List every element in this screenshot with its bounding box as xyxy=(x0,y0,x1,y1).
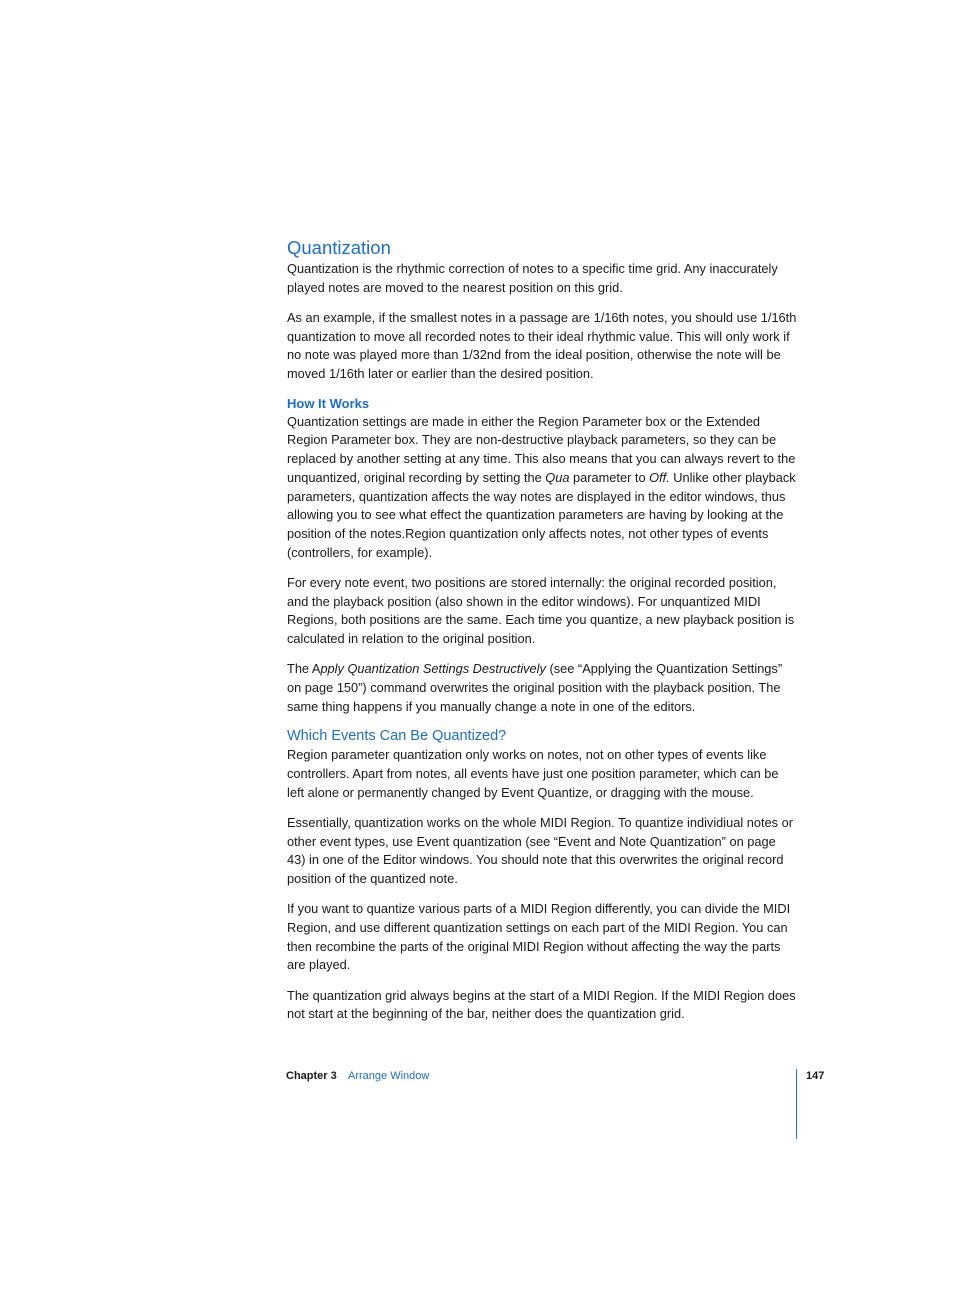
which-events-paragraph-3: If you want to quantize various parts of a MIDI Region differently, you can divide the MIDI Region, and use different quantization settings on each part of the MIDI Region. You can then recombine the parts of the original MIDI Region without affecting the way the parts are played. xyxy=(287,901,791,973)
which-events-paragraph-1: Region parameter quantization only works on notes, not on other types of events like controllers. Apart from notes, all events have just one position parameter, which can be left alone or permanently changed by Event Quantize, or dragging with the mouse. xyxy=(287,747,779,800)
footer-section-title: Arrange Window xyxy=(348,1070,430,1082)
section-title: Quantization xyxy=(287,237,391,258)
intro-paragraph-1: Quantization is the rhythmic correction of notes to a specific time grid. Any inaccurately played notes are moved to the nearest position on this grid. xyxy=(287,261,778,295)
how-it-works-paragraph-2: For every note event, two positions are stored internally: the original recorded position, and the playback position (also shown in the editor windows). For unquantized MIDI Regions, both positions are the same. Each time you quantize, a new playback position is calculated in relation to the original position. xyxy=(287,574,795,646)
which-events-heading: Which Events Can Be Quantized? xyxy=(287,728,507,745)
how-it-works-paragraph-1: Quantization settings are made in either the Region Parameter box or the Extended Region Parameter box. They are non-destructive playback parameters, so they can be replaced by another setting at any time. This also means that you can always revert to the unquantized, original recording by setting the Qua parameter to Off. Unlike other playback parameters, quantization affects the way notes are displayed in the editor windows, thus allowing you to see what effect the quantization parameters are having by looking at the position of the notes.Region quantization only affects notes, not other types of events (controllers, for example). xyxy=(287,413,796,560)
page-number: 147 xyxy=(806,1070,825,1082)
how-it-works-heading: How It Works xyxy=(287,395,370,411)
intro-paragraph-2: As an example, if the smallest notes in a passage are 1/16th notes, you should use 1/16th quantization to move all recorded notes to their ideal rhythmic value. This will only work if no note was played more than 1/32nd from the ideal position, otherwise the note will be moved 1/16th later or earlier than the desired position. xyxy=(287,309,797,382)
how-it-works-paragraph-3: The Apply Quantization Settings Destructively (see “Applying the Quantization Settings” on page 150”) command overwrites the original position with the playback position. The same thing happens if you manually change a note in one of the editors. xyxy=(287,661,783,714)
footer-divider xyxy=(796,1069,797,1139)
page-content xyxy=(287,236,797,1024)
off-value: Off. xyxy=(649,469,670,485)
footer-chapter: Chapter 3 xyxy=(286,1070,337,1082)
which-events-paragraph-4: The quantization grid always begins at the start of a MIDI Region. If the MIDI Region does not start at the beginning of the bar, neither does the quantization grid. xyxy=(287,987,796,1022)
qua-parameter: Qua xyxy=(545,469,570,485)
which-events-paragraph-2: Essentially, quantization works on the whole MIDI Region. To quantize individiual notes or other event types, use Event quantization (see “Event and Note Quantization” on page 43) in one of the Editor windows. You should note that this overwrites the original record position of the quantized note. xyxy=(287,814,793,886)
command-name: pply Quantization Settings Destructively xyxy=(320,661,546,677)
